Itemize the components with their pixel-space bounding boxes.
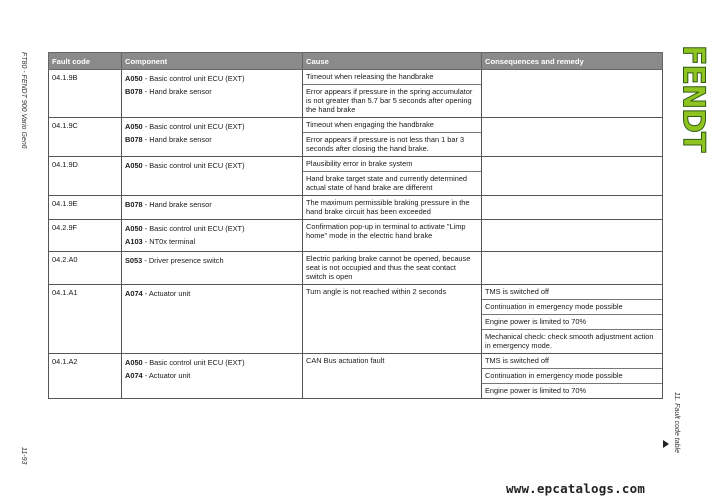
left-margin — [20, 52, 34, 464]
component-label: - Actuator unit — [142, 289, 191, 298]
remedy-cell — [482, 252, 663, 285]
remedy-cell — [482, 157, 663, 196]
table-header-row — [49, 53, 663, 70]
cause-text: Plausibility error in brake system — [306, 159, 413, 168]
remedy-text: Engine power is limited to 70% — [482, 314, 662, 329]
remedy-cell — [482, 118, 663, 157]
cause-text: Hand brake target state and currently determined actual state of hand brake are different — [303, 171, 481, 195]
fault-code: 04.2.9F — [52, 223, 78, 232]
component-label: - Hand brake sensor — [142, 135, 212, 144]
document-title: FT80 - FENDT 900 Vario Gen6 — [20, 52, 27, 149]
table-row — [49, 285, 663, 354]
component-label: - NT0x terminal — [142, 237, 196, 246]
component-entry — [125, 287, 299, 300]
component-id: A074 — [125, 371, 143, 380]
component-entry — [125, 159, 299, 172]
cause-text: The maximum permissible braking pressure in the hand brake circuit has been exceeded — [306, 198, 470, 216]
remedy-cell — [482, 70, 663, 118]
component-entry — [125, 254, 299, 267]
fault-code: 04.1.A2 — [52, 357, 78, 366]
cause-cell — [303, 354, 482, 399]
cause-cell — [303, 252, 482, 285]
fault-code-cell — [49, 118, 122, 157]
remedy-text: TMS is switched off — [485, 356, 549, 365]
header-fault-code: Fault code — [49, 53, 122, 70]
component-id: A050 — [125, 74, 143, 83]
component-label: - Basic control unit ECU (EXT) — [142, 358, 245, 367]
component-id: B078 — [125, 200, 143, 209]
cause-cell — [303, 157, 482, 196]
component-cell — [122, 285, 303, 354]
page-number: 11-93 — [20, 446, 27, 464]
fault-code: 04.1.A1 — [52, 288, 78, 297]
component-id: A050 — [125, 161, 143, 170]
component-label: - Basic control unit ECU (EXT) — [142, 122, 245, 131]
cause-cell — [303, 118, 482, 157]
component-id: A050 — [125, 122, 143, 131]
header-consequences: Consequences and remedy — [482, 53, 663, 70]
cause-text: CAN Bus actuation fault — [306, 356, 385, 365]
remedy-text: Continuation in emergency mode possible — [482, 299, 662, 314]
cause-text: Error appears if pressure is not less than 1 bar 3 seconds after closing the hand brake. — [303, 132, 481, 156]
component-label: - Driver presence switch — [142, 256, 224, 265]
component-cell — [122, 118, 303, 157]
component-cell — [122, 196, 303, 220]
component-entry — [125, 198, 299, 211]
table-row — [49, 196, 663, 220]
cause-text: Turn angle is not reached within 2 seconds — [306, 287, 447, 296]
fault-code: 04.1.9B — [52, 73, 78, 82]
component-label: - Hand brake sensor — [142, 87, 212, 96]
next-page-arrow-icon — [663, 440, 669, 448]
remedy-text: TMS is switched off — [485, 287, 549, 296]
cause-cell — [303, 285, 482, 354]
fault-code: 04.1.9E — [52, 199, 78, 208]
header-component: Component — [122, 53, 303, 70]
component-id: A074 — [125, 289, 143, 298]
brand-logo-text: FENDT — [675, 44, 711, 152]
component-label: - Basic control unit ECU (EXT) — [142, 74, 245, 83]
component-entry — [125, 356, 299, 369]
footer-url: www.epcatalogs.com — [506, 481, 646, 496]
cause-text: Timeout when engaging the handbrake — [306, 120, 434, 129]
fault-code-table — [48, 52, 663, 399]
component-entry — [125, 85, 299, 98]
component-cell — [122, 157, 303, 196]
component-id: A103 — [125, 237, 143, 246]
component-id: B078 — [125, 87, 143, 96]
cause-text: Error appears if pressure in the spring accumulator is not greater than 5.7 bar 5 seconds after opening the hand brake — [303, 84, 481, 117]
cause-text: Electric parking brake cannot be opened, because seat is not occupied and thus the seat contact switch is open — [306, 254, 471, 281]
table-row — [49, 157, 663, 196]
fault-code-cell — [49, 354, 122, 399]
table-row — [49, 118, 663, 157]
fault-code-cell — [49, 220, 122, 252]
cause-text: Confirmation pop-up in terminal to activate "Limp home" mode in the electric hand brake — [306, 222, 466, 240]
component-entry — [125, 120, 299, 133]
component-entry — [125, 72, 299, 85]
brand-logo — [671, 44, 715, 152]
header-cause: Cause — [303, 53, 482, 70]
remedy-cell — [482, 285, 663, 354]
component-cell — [122, 252, 303, 285]
section-label: 11. Fault code table — [673, 392, 680, 453]
cause-cell — [303, 220, 482, 252]
component-id: B078 — [125, 135, 143, 144]
fault-code-cell — [49, 285, 122, 354]
component-label: - Hand brake sensor — [142, 200, 212, 209]
component-cell — [122, 220, 303, 252]
fault-code: 04.1.9D — [52, 160, 78, 169]
cause-cell — [303, 196, 482, 220]
component-entry — [125, 235, 299, 248]
fault-code-cell — [49, 70, 122, 118]
component-id: S053 — [125, 256, 143, 265]
component-entry — [125, 133, 299, 146]
fault-code-cell — [49, 252, 122, 285]
fault-code-cell — [49, 157, 122, 196]
component-entry — [125, 369, 299, 382]
component-id: A050 — [125, 224, 143, 233]
table-row — [49, 70, 663, 118]
remedy-cell — [482, 196, 663, 220]
remedy-text: Continuation in emergency mode possible — [482, 368, 662, 383]
component-cell — [122, 70, 303, 118]
remedy-text: Engine power is limited to 70% — [482, 383, 662, 398]
table-body — [49, 70, 663, 399]
component-label: - Actuator unit — [142, 371, 191, 380]
table-row — [49, 354, 663, 399]
remedy-cell — [482, 220, 663, 252]
fault-code: 04.1.9C — [52, 121, 78, 130]
fault-code: 04.2.A0 — [52, 255, 78, 264]
component-label: - Basic control unit ECU (EXT) — [142, 161, 245, 170]
component-label: - Basic control unit ECU (EXT) — [142, 224, 245, 233]
component-entry — [125, 222, 299, 235]
component-id: A050 — [125, 358, 143, 367]
fault-code-cell — [49, 196, 122, 220]
component-cell — [122, 354, 303, 399]
remedy-cell — [482, 354, 663, 399]
remedy-text: Mechanical check: check smooth adjustment action in emergency mode. — [482, 329, 662, 353]
cause-text: Timeout when releasing the handbrake — [306, 72, 434, 81]
table-row — [49, 252, 663, 285]
table-row — [49, 220, 663, 252]
cause-cell — [303, 70, 482, 118]
